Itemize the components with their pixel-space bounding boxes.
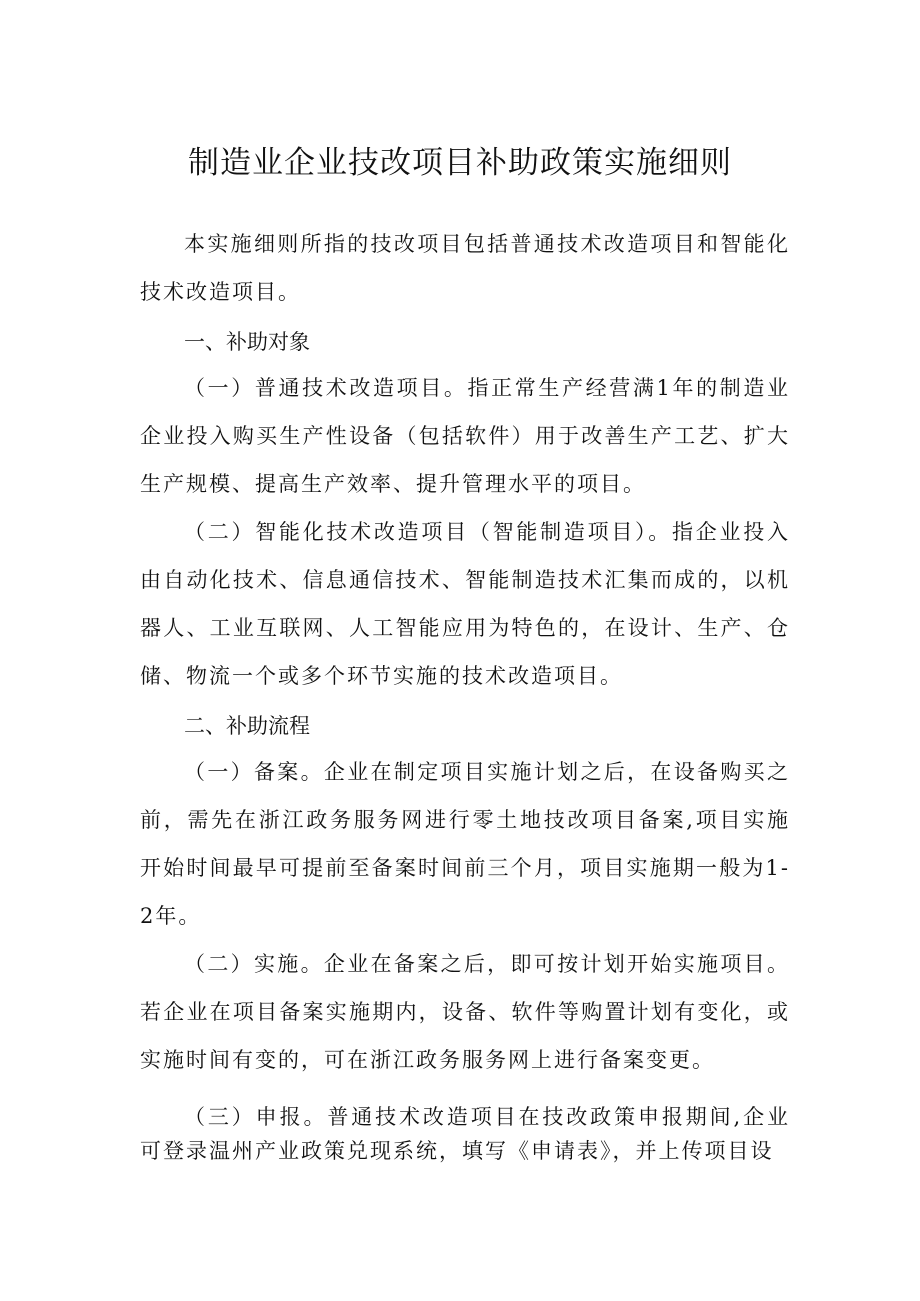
- intro-paragraph: 本实施细则所指的技改项目包括普通技术改造项目和智能化技术改造项目。: [140, 232, 790, 304]
- paragraph-filing: （一）备案。企业在制定项目实施计划之后，在设备购买之前，需先在浙江政务服务网进行零土地技改项目备案,项目实施开始时间最早可提前至备案时间前三个月，项目实施期一般为1-2年。: [140, 760, 790, 928]
- section-heading-subsidy-target: 一、补助对象: [184, 330, 310, 354]
- paragraph-application: （三）申报。普通技术改造项目在技改政策申报期间,企业可登录温州产业政策兑现系统，填写《申请表》，并上传项目设: [140, 1105, 790, 1163]
- document-title: 制造业企业技改项目补助政策实施细则: [188, 145, 732, 181]
- paragraph-intelligent-tech-renovation: （二）智能化技术改造项目（智能制造项目）。指企业投入由自动化技术、信息通信技术、智能制造技术汇集而成的，以机器人、工业互联网、人工智能应用为特色的，在设计、生产、仓储、物流一个或多个环节实施的技术改造项目。: [140, 520, 790, 688]
- paragraph-general-tech-renovation: （一）普通技术改造项目。指正常生产经营满1年的制造业企业投入购买生产性设备（包括软件）用于改善生产工艺、扩大生产规模、提高生产效率、提升管理水平的项目。: [140, 376, 790, 496]
- document-body: [140, 220, 790, 1168]
- section-heading-subsidy-process: 二、补助流程: [184, 714, 310, 738]
- paragraph-implementation: （二）实施。企业在备案之后，即可按计划开始实施项目。若企业在项目备案实施期内，设备、软件等购置计划有变化，或实施时间有变的，可在浙江政务服务网上进行备案变更。: [140, 952, 790, 1072]
